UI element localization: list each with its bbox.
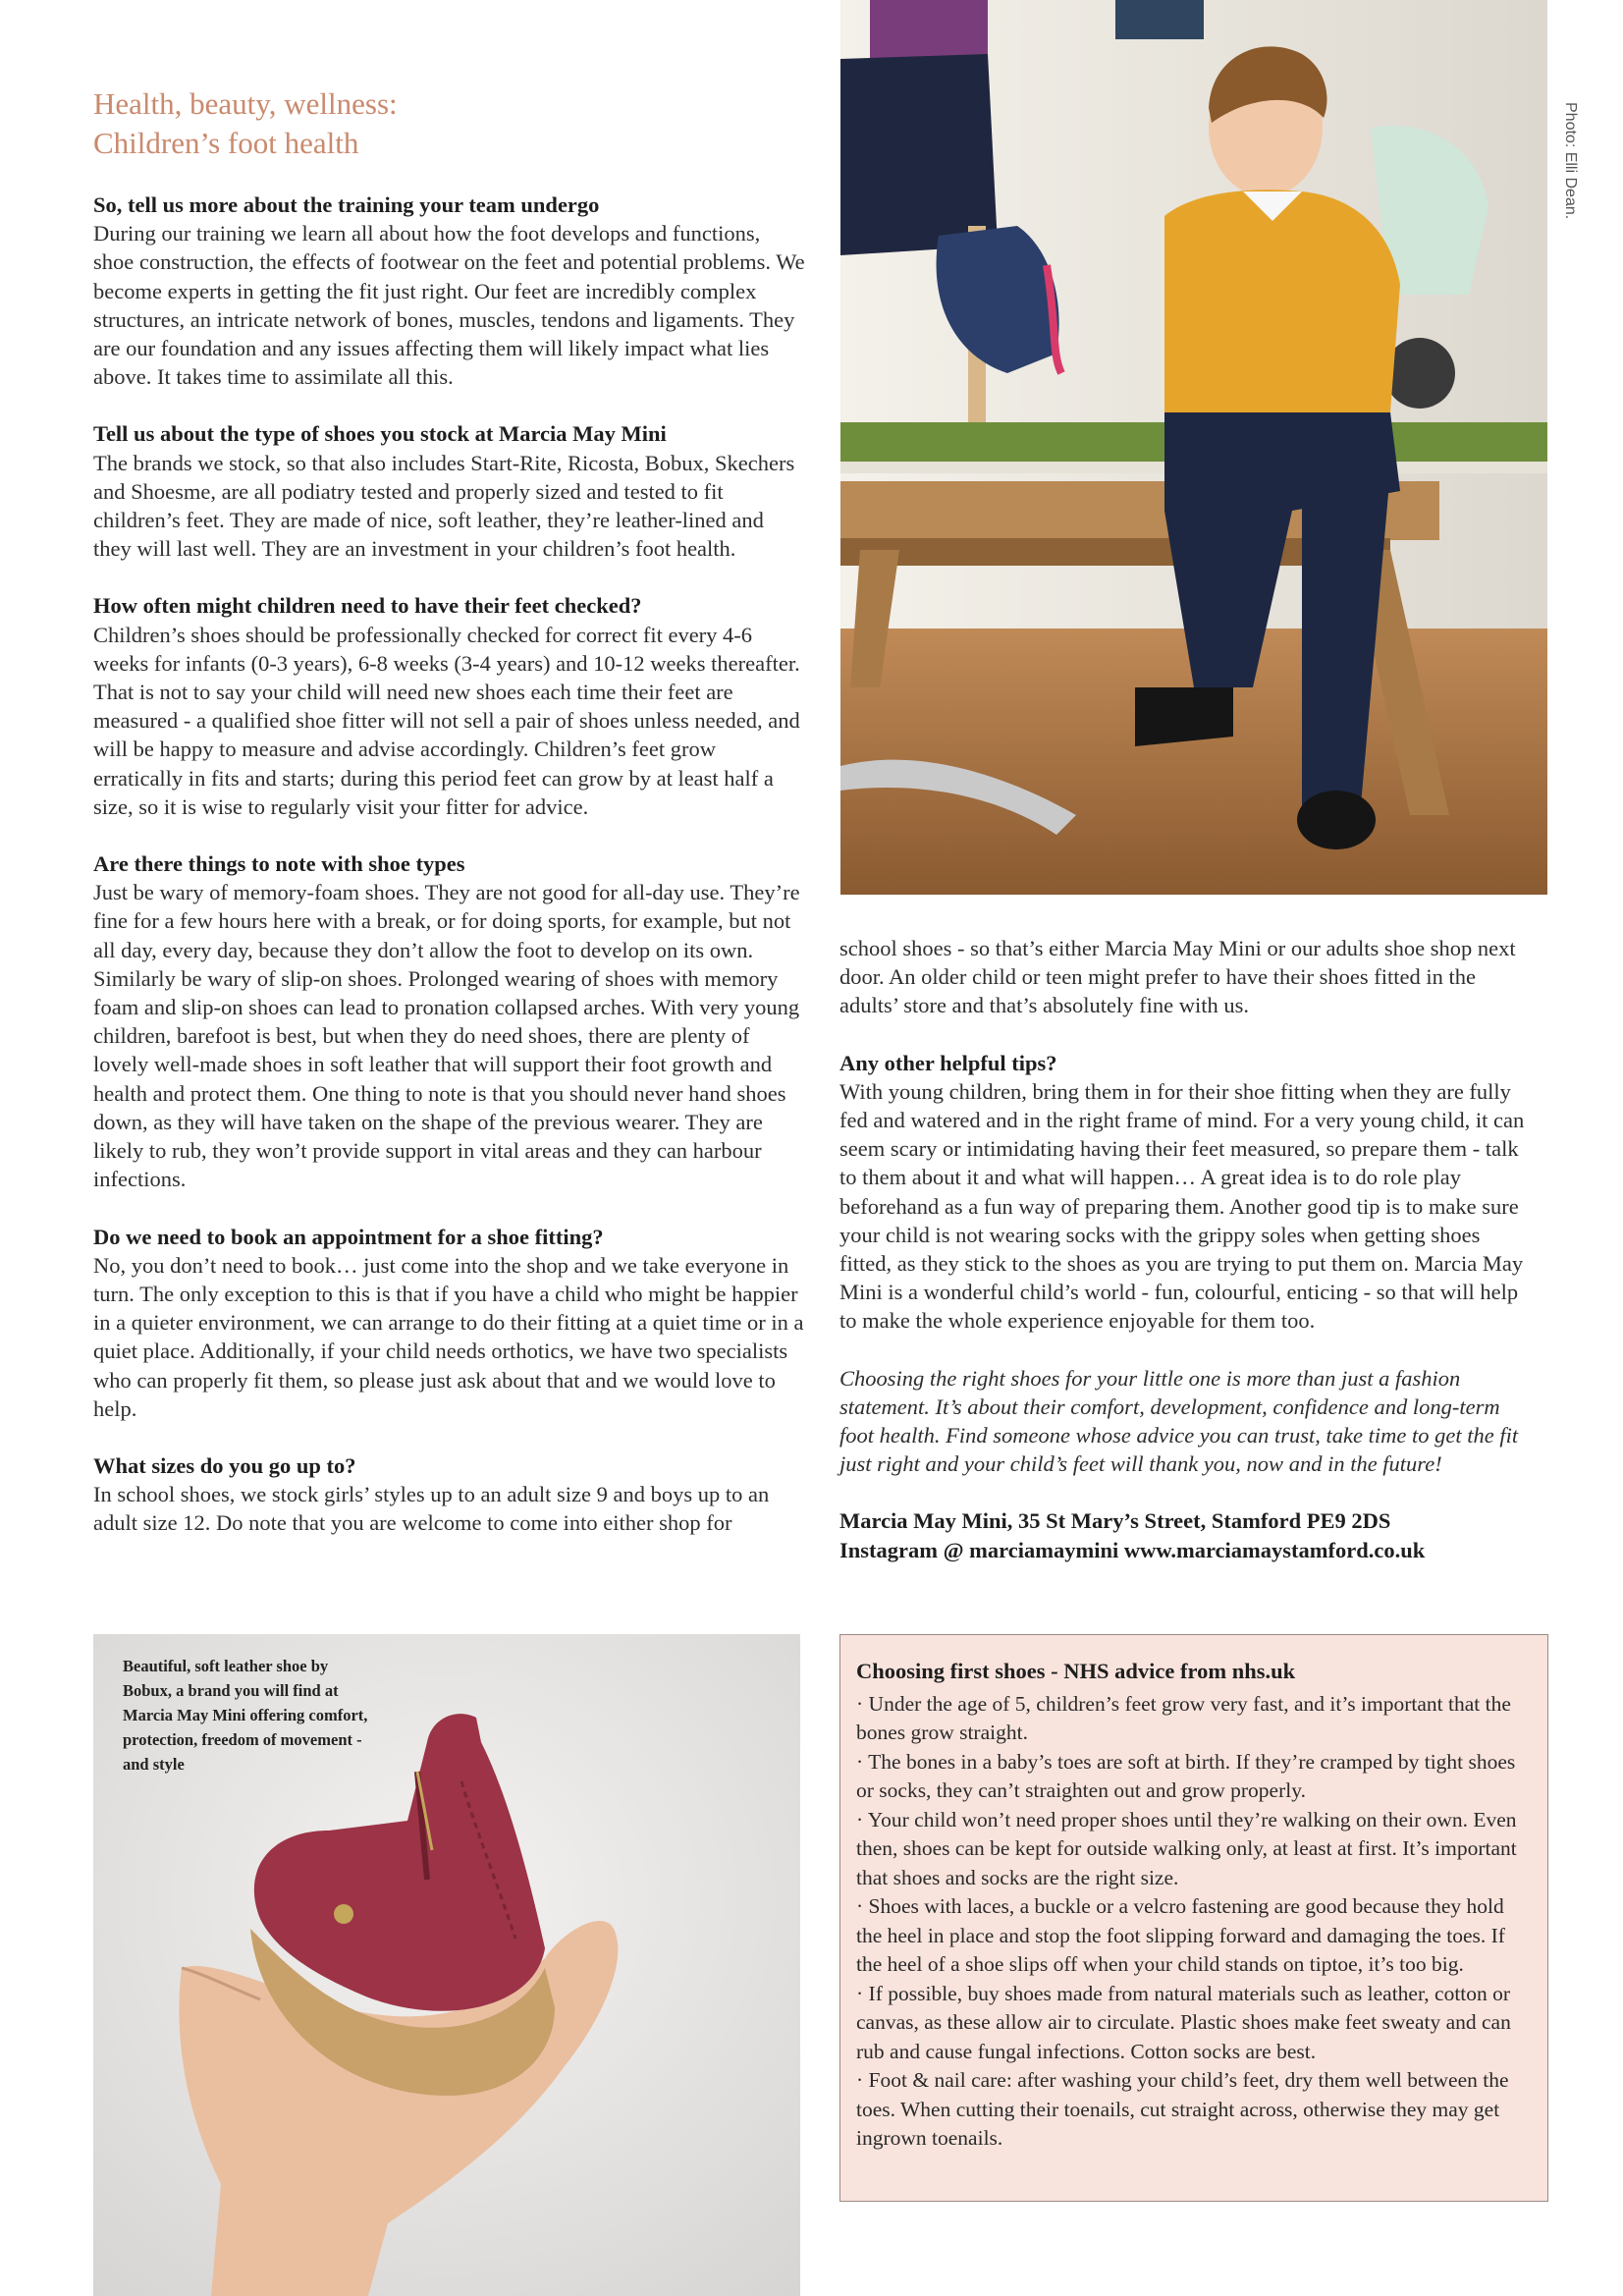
question-heading: Are there things to note with shoe types [93, 851, 465, 877]
question-heading: So, tell us more about the training your team undergo [93, 192, 600, 217]
question-heading: What sizes do you go up to? [93, 1452, 356, 1478]
nhs-box-title: Choosing first shoes - NHS advice from nhs.uk [856, 1659, 1296, 1683]
shop-social-links: Instagram @ marciamaymini www.marciamaystamford.co.uk [839, 1537, 1426, 1562]
list-item: · Shoes with laces, a buckle or a velcro fastening are good because they hold the heel in place and stop the foot slipping forward and damaging the toes. If the heel of a shoe slips off when your child stands on tiptoe, it’s too big. [856, 1892, 1532, 1980]
article-right-column [839, 934, 1537, 1564]
qa-block [93, 849, 805, 1193]
question-heading: How often might children need to have their feet checked? [93, 593, 642, 619]
list-item: · Foot & nail care: after washing your child’s feet, dry them well between the toes. When cutting their toenails, cut straight across, otherwise they may get ingrown toenails. [856, 2066, 1532, 2154]
shoe-caption: Beautiful, soft leather shoe by Bobux, a brand you will find at Marcia May Mini offering comfort, protection, freedom of movement - and style [123, 1657, 368, 1774]
answer-text: No, you don’t need to book… just come into the shop and we take everyone in turn. The only exception to this is that if you have a child who might be happier in a quieter environment, we can arrange to do their fitting at a quiet time or in a quiet place. Additionally, if your child needs orthotics, we have two specialists who can properly fit them, so please just ask about that and we would love to help. [93, 1252, 804, 1421]
answer-text: Children’s shoes should be professionally checked for correct fit every 4-6 weeks for infants (0-3 years), 6-8 weeks (3-4 years) and 10-12 weeks thereafter. That is not to say your child will need new shoes each time their feet are measured - a qualified shoe fitter will not sell a pair of shoes unless needed, and will be happy to measure and advise accordingly. Children’s feet grow erratically in fits and starts; during this period feet can grow by at least half a size, so it is wise to regularly visit your fitter for advice. [93, 622, 800, 819]
title-line-2: Children’s foot health [93, 126, 359, 160]
list-item: · The bones in a baby’s toes are soft at birth. If they’re cramped by tight shoes or socks, they can’t straighten out and grow properly. [856, 1748, 1532, 1806]
shop-address: Marcia May Mini, 35 St Mary’s Street, Stamford PE9 2DS [839, 1508, 1391, 1534]
photo-boy-on-bench [840, 0, 1547, 895]
qa-block [93, 191, 805, 391]
answer-text: The brands we stock, so that also includes Start-Rite, Ricosta, Bobux, Skechers and Shoesme, are all podiatry tested and properly sized and tested to fit children’s feet. They are made of nice, soft leather, they’re leather-lined and they will last well. They are an investment in your children’s foot health. [93, 450, 795, 562]
closing-statement: Choosing the right shoes for your little one is more than just a fashion statement. It’s about their comfort, development, confidence and long-term foot health. Find someone whose advice you can trust, take time to get the fit just right and your child’s feet will thank you, now and in the future! [839, 1365, 1519, 1477]
answer-text: With young children, bring them in for their shoe fitting when they are fully fed and watered and in the right frame of mind. For a very young child, it can seem scary or intimidating having their feet measured, so prepare them - talk to them about it and what will happen… A great idea is to do role play beforehand as a fun way of preparing them. Another good tip is to make sure your child is not wearing socks with the grippy soles when getting shoes fitted, as they stick to the shoes as you are trying to put them on. Marcia May Mini is a wonderful child’s world - fun, colourful, enticing - so that will help to make the whole experience enjoyable for them too. [839, 1078, 1525, 1334]
boy-illustration [840, 0, 1547, 895]
contact-block [839, 1506, 1537, 1563]
question-heading: Tell us about the type of shoes you stock at Marcia May Mini [93, 421, 667, 447]
section-title [93, 84, 800, 163]
answer-text: In school shoes, we stock girls’ styles up to an adult size 9 and boys up to an adult size 12. Do note that you are welcome to come into either shop for [93, 1482, 770, 1536]
question-heading: Any other helpful tips? [839, 1050, 1057, 1075]
qa-block [839, 1049, 1537, 1336]
answer-text: Just be wary of memory-foam shoes. They are not good for all-day use. They’re fine for a few hours here with a break, or for doing sports, for example, but not all day, every day, because they don’t allow the foot to develop on its own. Similarly be wary of slip-on shoes. Prolonged wearing of shoes with memory foam and slip-on shoes can lead to pronation collapsed arches. With very young children, barefoot is best, but when they do need shoes, there are plenty of lovely well-made shoes in soft leather that will support their foot growth and health and protect them. One thing to note is that you should never hand shoes down, as they will have taken on the shape of the previous wearer. They are likely to rub, they won’t provide support in vital areas and they can harbour infections. [93, 880, 800, 1192]
qa-block [93, 591, 805, 821]
qa-block [93, 419, 805, 563]
qa-block [93, 1223, 805, 1423]
answer-text: During our training we learn all about how the foot develops and functions, shoe construction, the effects of footwear on the feet and potential problems. We become experts in getting the fit just right. Our feet are incredibly complex structures, an intricate network of bones, muscles, tendons and ligaments. They are our foundation and any issues affecting them will likely impact what lies above. It takes time to assimilate all this. [93, 221, 805, 390]
nhs-advice-box [839, 1634, 1548, 2202]
photo-credit: Photo: Elli Dean. [1562, 102, 1579, 220]
nhs-advice-list [856, 1690, 1532, 2154]
photo-shoe-in-hand [93, 1634, 800, 2296]
article-left-column [93, 191, 805, 1566]
qa-block [93, 1451, 805, 1538]
continuation-text: school shoes - so that’s either Marcia May Mini or our adults shoe shop next door. An older child or teen might prefer to have their shoes fitted in the adults’ store and that’s absolutely fine with us. [839, 936, 1516, 1018]
list-item: · Your child won’t need proper shoes until they’re walking on their own. Even then, shoes can be kept for outside walking only, at least at first. It’s important that shoes and socks are the right size. [856, 1806, 1532, 1893]
list-item: · Under the age of 5, children’s feet grow very fast, and it’s important that the bones grow straight. [856, 1690, 1532, 1748]
list-item: · If possible, buy shoes made from natural materials such as leather, cotton or canvas, as these allow air to circulate. Plastic shoes make feet sweaty and can rub and cause fungal infections. Cotton socks are best. [856, 1980, 1532, 2067]
question-heading: Do we need to book an appointment for a shoe fitting? [93, 1224, 604, 1249]
title-line-1: Health, beauty, wellness: [93, 86, 398, 121]
